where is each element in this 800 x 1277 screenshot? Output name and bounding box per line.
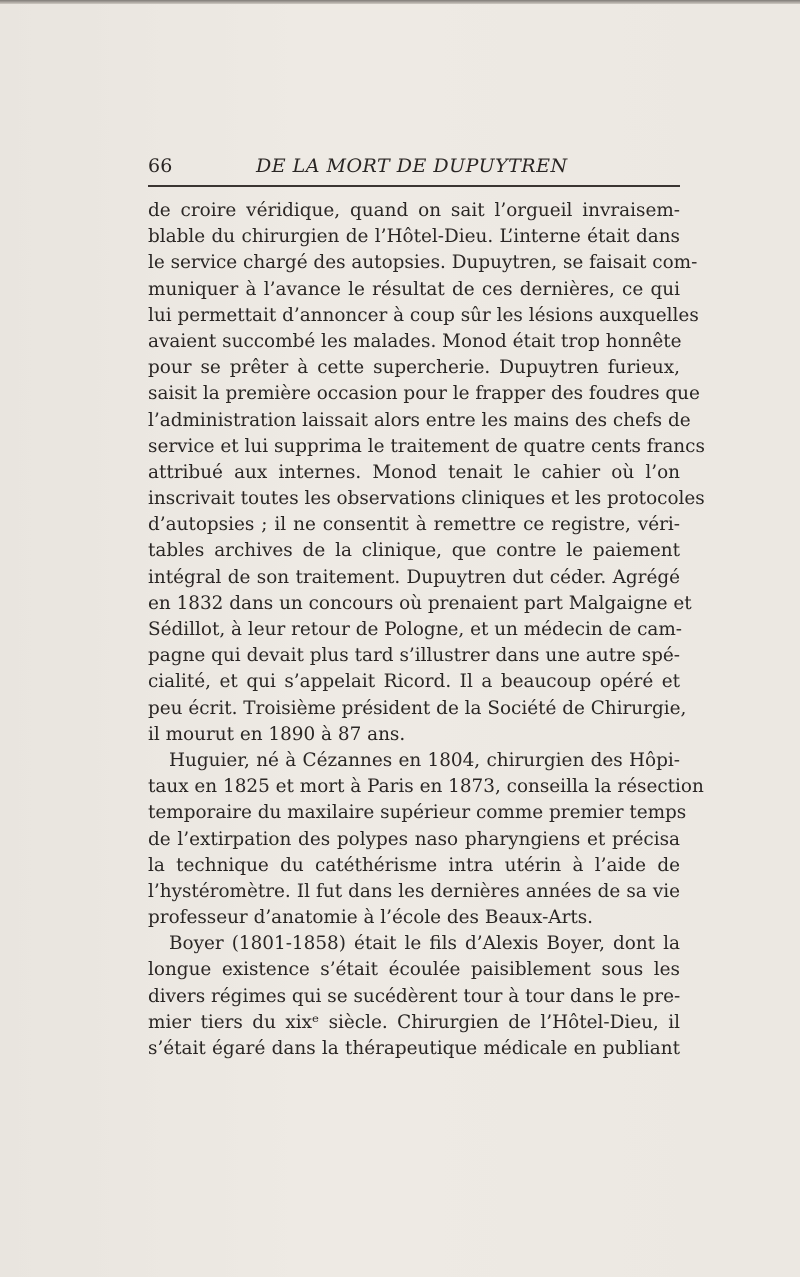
text-line: d’autopsies ; il ne consentit à remettre ce registre, véri- xyxy=(148,514,680,536)
text-line: blable du chirurgien de l’Hôtel-Dieu. L’interne était dans xyxy=(148,226,680,248)
text-line: service et lui supprima le traitement de quatre cents francs xyxy=(148,435,705,457)
text-line: taux en 1825 et mort à Paris en 1873, conseilla la résection xyxy=(148,776,704,798)
text-line: avaient succombé les malades. Monod était trop honnête xyxy=(148,330,682,352)
running-title: DE LA MORT DE DUPUYTREN xyxy=(256,155,568,177)
text-line: divers régimes qui se sucédèrent tour à tour dans le pre- xyxy=(148,985,681,1007)
text-line: de croire véridique, quand on sait l’orgueil invraisem- xyxy=(148,200,680,221)
text-line: inscrivait toutes les observations cliniques et les protocoles xyxy=(148,488,705,510)
text-line: peu écrit. Troisième président de la Société de Chirurgie, xyxy=(148,697,687,719)
paragraph-end-line: il mourut en 1890 à 87 ans. xyxy=(148,723,406,745)
text-line: le service chargé des autopsies. Dupuytren, se faisait com- xyxy=(148,252,698,274)
paragraph-end-line: professeur d’anatomie à l’école des Beaux-Arts. xyxy=(148,907,594,929)
text-line: attribué aux internes. Monod tenait le cahier où l’on xyxy=(148,461,680,483)
text-line: temporaire du maxilaire supérieur comme premier temps xyxy=(148,802,687,824)
text-line: l’administration laissait alors entre les mains des chefs de xyxy=(148,409,691,431)
text-line: l’hystéromètre. Il fut dans les dernières années de sa vie xyxy=(148,880,680,902)
text-line: la technique du catéthérisme intra utérin à l’aide de xyxy=(148,854,680,876)
body-text xyxy=(148,198,705,1062)
text-line: pour se prêter à cette supercherie. Dupuytren furieux, xyxy=(148,357,680,379)
text-line: pagne qui devait plus tard s’illustrer dans une autre spé- xyxy=(148,645,680,667)
text-line: s’était égaré dans la thérapeutique médicale en publiant xyxy=(148,1038,680,1059)
text-line: mier tiers du xixᵉ siècle. Chirurgien de l’Hôtel-Dieu, il xyxy=(148,1011,680,1033)
page-top-edge xyxy=(0,0,800,4)
text-line: tables archives de la clinique, que contre le paiement xyxy=(148,540,680,562)
text-line: lui permettait d’annoncer à coup sûr les lésions auxquelles xyxy=(148,304,699,326)
text-line: de l’extirpation des polypes naso pharyngiens et précisa xyxy=(148,828,680,850)
page-number: 66 xyxy=(148,155,173,177)
text-line: longue existence s’était écoulée paisiblement sous les xyxy=(148,959,680,981)
paragraph-start-line: Huguier, né à Cézannes en 1804, chirurgien des Hôpi- xyxy=(169,749,680,771)
text-line: en 1832 dans un concours où prenaient part Malgaigne et xyxy=(148,592,692,614)
text-line: Sédillot, à leur retour de Pologne, et un médecin de cam- xyxy=(148,619,683,640)
text-line: cialité, et qui s’appelait Ricord. Il a beaucoup opéré et xyxy=(148,671,680,693)
text-line: intégral de son traitement. Dupuytren dut céder. Agrégé xyxy=(148,566,680,588)
paragraph-start-line: Boyer (1801-1858) était le fils d’Alexis Boyer, dont la xyxy=(169,933,680,955)
text-line: muniquer à l’avance le résultat de ces dernières, ce qui xyxy=(148,278,680,300)
text-line: saisit la première occasion pour le frapper des foudres que xyxy=(148,383,700,405)
running-header xyxy=(148,155,680,187)
